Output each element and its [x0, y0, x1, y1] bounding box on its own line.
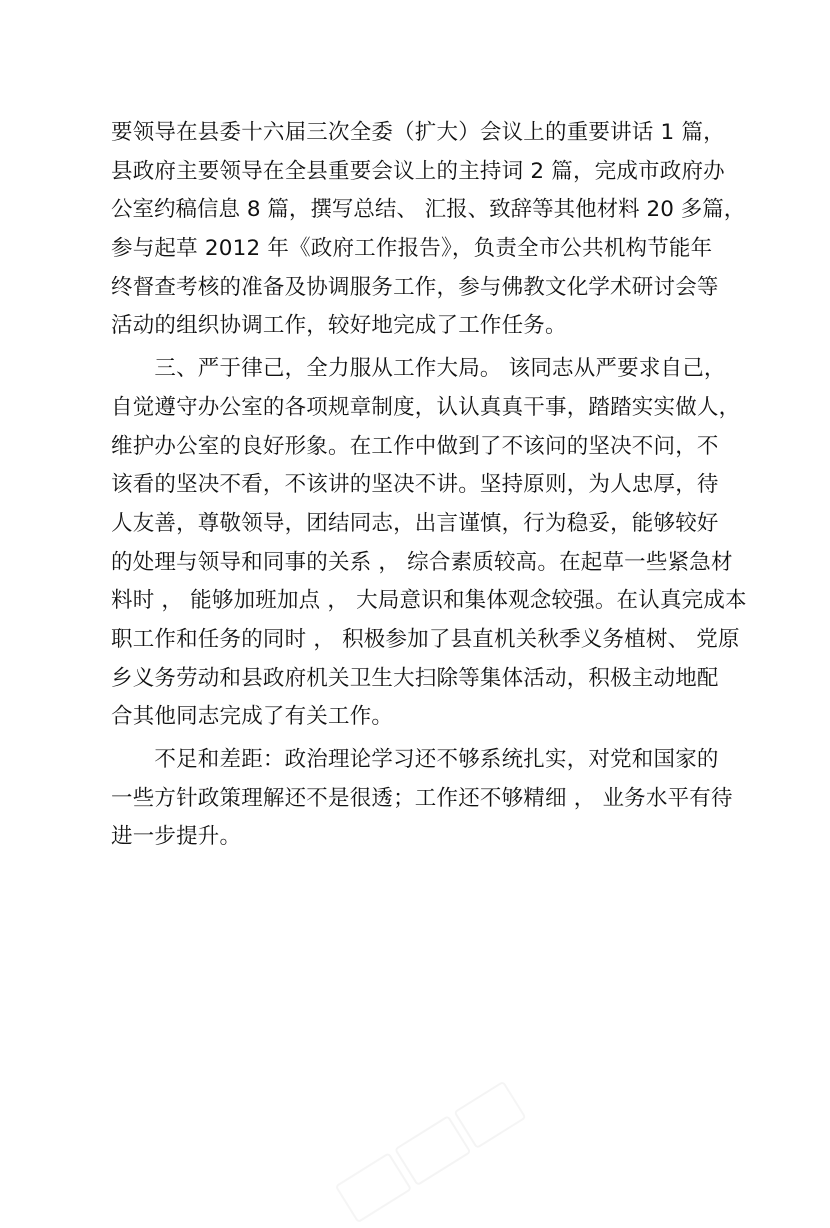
- text-line: 自觉遵守办公室的各项规章制度，认认真真干事，踏踏实实做人，: [111, 394, 741, 420]
- watermark-stamp: [329, 1072, 530, 1228]
- paragraph-self-discipline: [111, 350, 747, 737]
- text-line: 不足和差距：政治理论学习还不够系统扎实，对党和国家的: [111, 747, 719, 772]
- text-line: 县政府主要领导在全县重要会议上的主持词 2 篇，完成市政府办: [111, 158, 725, 184]
- text-line: 三、严于律己，全力服从工作大局。 该同志从严要求自己，: [111, 356, 726, 382]
- paragraph-shortcomings: [111, 741, 739, 857]
- text-line: 要领导在县委十六届三次全委（扩大）会议上的重要讲话 1 篇，: [111, 120, 725, 145]
- paragraph-work-output: [111, 114, 746, 346]
- text-line: 进一步提升。: [111, 824, 242, 850]
- text-line: 料时 ， 能够加班加点 ， 大局意识和集体观念较强。在认真完成本: [111, 588, 747, 614]
- document-body: [111, 114, 747, 857]
- text-line: 参与起草 2012 年《政府工作报告》，负责全市公共机构节能年: [111, 236, 713, 262]
- text-line: 人友善，尊敬领导，团结同志，出言谨慎，行为稳妥，能够较好: [111, 510, 719, 536]
- text-line: 一些方针政策理解还不是很透；工作还不够精细 ， 业务水平有待: [111, 785, 733, 811]
- text-line: 终督查考核的准备及协调服务工作，参与佛教文化学术研讨会等: [111, 274, 719, 300]
- text-line: 维护办公室的良好形象。在工作中做到了不该问的坚决不问，不: [111, 433, 719, 459]
- text-line: 该看的坚决不看，不该讲的坚决不讲。坚持原则，为人忠厚，待: [111, 472, 719, 498]
- text-line: 乡义务劳动和县政府机关卫生大扫除等集体活动，积极主动地配: [111, 665, 719, 691]
- text-line: 的处理与领导和同事的关系 ， 综合素质较高。在起草一些紧急材: [111, 549, 733, 575]
- text-line: 公室约稿信息 8 篇，撰写总结、 汇报、致辞等其他材料 20 多篇，: [111, 197, 746, 223]
- text-line: 活动的组织协调工作，较好地完成了工作任务。: [111, 313, 567, 339]
- text-line: 合其他同志完成了有关工作。: [111, 704, 394, 730]
- text-line: 职工作和任务的同时 ， 积极参加了县直机关秋季义务植树、 党原: [111, 626, 740, 652]
